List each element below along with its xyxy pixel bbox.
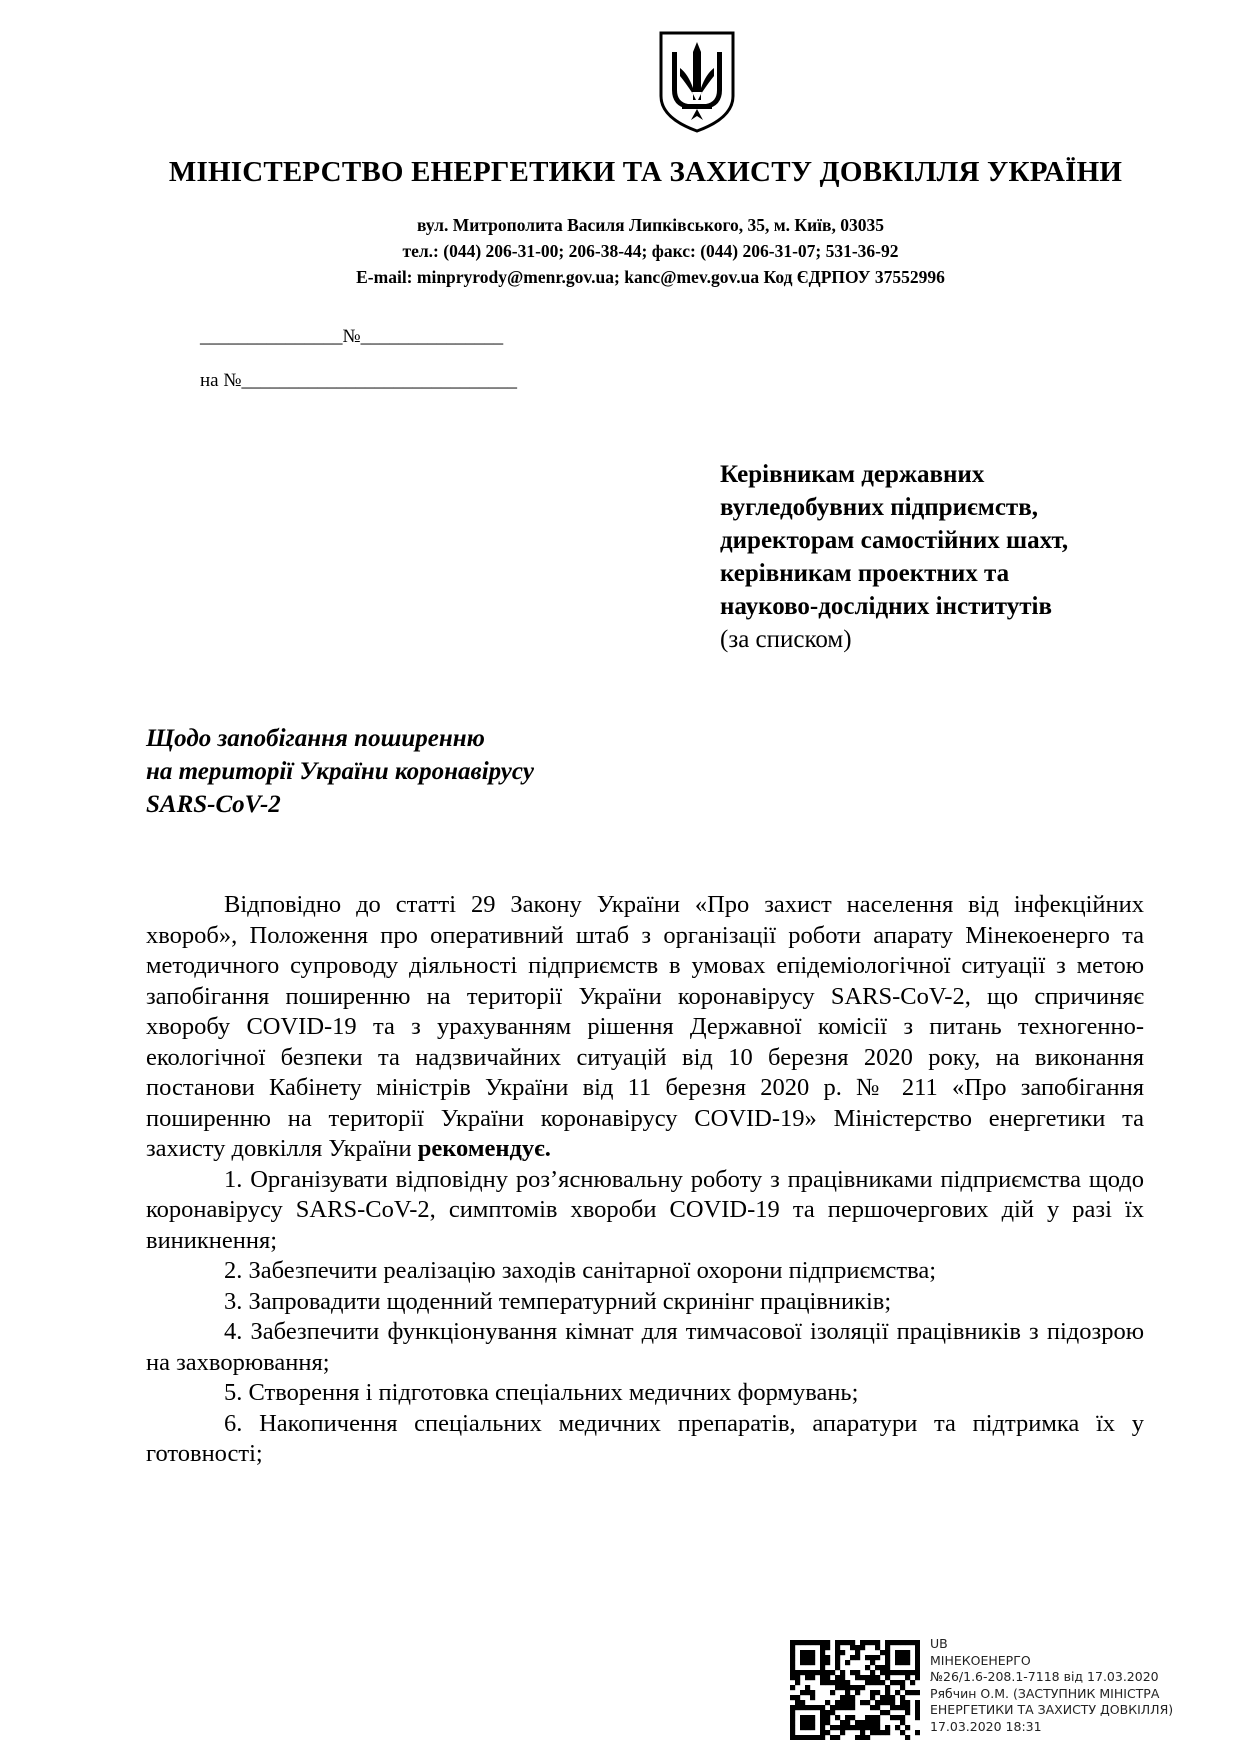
body-intro-bold: рекомендує. [417, 1135, 551, 1162]
body-intro-text: Відповідно до статті 29 Закону України «Про захист населення від інфекційних хвороб», Положення про оперативний штаб з організації роботи апарату Мінекоенерго та методичного супроводу діяльності підприємств в умовах епідеміологічної ситуації з метою запобігання поширенню на території України коронавірусу SARS-CoV-2, що спричиняє хворобу COVID-19 та з урахуванням рішення Державної комісії з питань техногенно-екологічної безпеки та надзвичайних ситуацій від 10 березня 2020 року, на виконання постанови Кабінету міністрів України від 11 березня 2020 р. № 211 «Про запобігання поширенню на території України коронавірусу COVID-19» Міністерство енергетики та захисту довкілля України [146, 891, 1144, 1162]
ministry-name: МІНІСТЕРСТВО ЕНЕРГЕТИКИ ТА ЗАХИСТУ ДОВКІЛЛЯ УКРАЇНИ [168, 156, 1123, 188]
list-item: 3. Запровадити щоденний температурний скринінг працівників; [224, 1287, 892, 1315]
address-line: вул. Митрополита Василя Липківського, 35, м. Київ, 03035 [417, 215, 884, 235]
list-item: 2. Забезпечити реалізацію заходів санітарної охорони підприємства; [224, 1257, 937, 1284]
subject-block [146, 722, 534, 821]
stamp-line: МІНЕКОЕНЕРГО [930, 1652, 1031, 1668]
qr-code-icon [790, 1640, 920, 1740]
recipient-line: науково-дослідних інститутів [720, 593, 1052, 620]
coat-of-arms-icon [658, 30, 736, 134]
list-item: 5. Створення і підготовка спеціальних медичних формувань; [224, 1379, 859, 1406]
phone-line: тел.: (044) 206-31-00; 206-38-44; факс: (044) 206-31-07; 531-36-92 [402, 241, 899, 261]
recipient-line: Керівникам державних [720, 461, 985, 488]
recipient-block [720, 458, 1068, 656]
stamp-line: ЕНЕРГЕТИКИ ТА ЗАХИСТУ ДОВКІЛЛЯ) [930, 1702, 1174, 1718]
letter-body [146, 890, 1144, 1470]
stamp-line: Рябчин О.М. (ЗАСТУПНИК МІНІСТРА [930, 1685, 1160, 1701]
outgoing-registration-line: _______________№_______________ [200, 326, 504, 347]
list-item: 4. Забезпечити функціонування кімнат для тимчасової ізоляції працівників з підозрою на захворювання; [146, 1318, 1144, 1376]
subject-line: SARS-CoV-2 [146, 791, 281, 818]
email-code-line: E-mail: minpryrody@menr.gov.ua; kanc@mev.gov.ua Код ЄДРПОУ 37552996 [356, 267, 945, 287]
subject-line: Щодо запобігання поширенню [146, 725, 485, 752]
recipient-note: (за списком) [720, 626, 852, 653]
stamp-line: №26/1.6-208.1-7118 від 17.03.2020 [930, 1669, 1159, 1685]
recipient-line: директорам самостійних шахт, [720, 527, 1069, 554]
incoming-registration-line: на №_____________________________ [200, 370, 517, 391]
list-item: 6. Накопичення спеціальних медичних препаратів, апаратури та підтримка їх у готовності; [146, 1409, 1144, 1467]
electronic-signature-stamp [930, 1636, 1173, 1736]
stamp-line: UB [930, 1636, 948, 1651]
recipient-line: вугледобувних підприємств, [720, 494, 1038, 521]
recipient-line: керівникам проектних та [720, 560, 1010, 587]
body-intro [146, 890, 1144, 1165]
subject-line: на території України коронавірусу [146, 758, 534, 785]
stamp-line: 17.03.2020 18:31 [930, 1718, 1042, 1734]
list-item: 1. Організувати відповідну роз’яснювальну роботу з працівниками підприємства щодо коронавірусу SARS-CoV-2, симптомів хвороби COVID-19 та першочергових дій у разі їх виникнення; [146, 1165, 1144, 1254]
